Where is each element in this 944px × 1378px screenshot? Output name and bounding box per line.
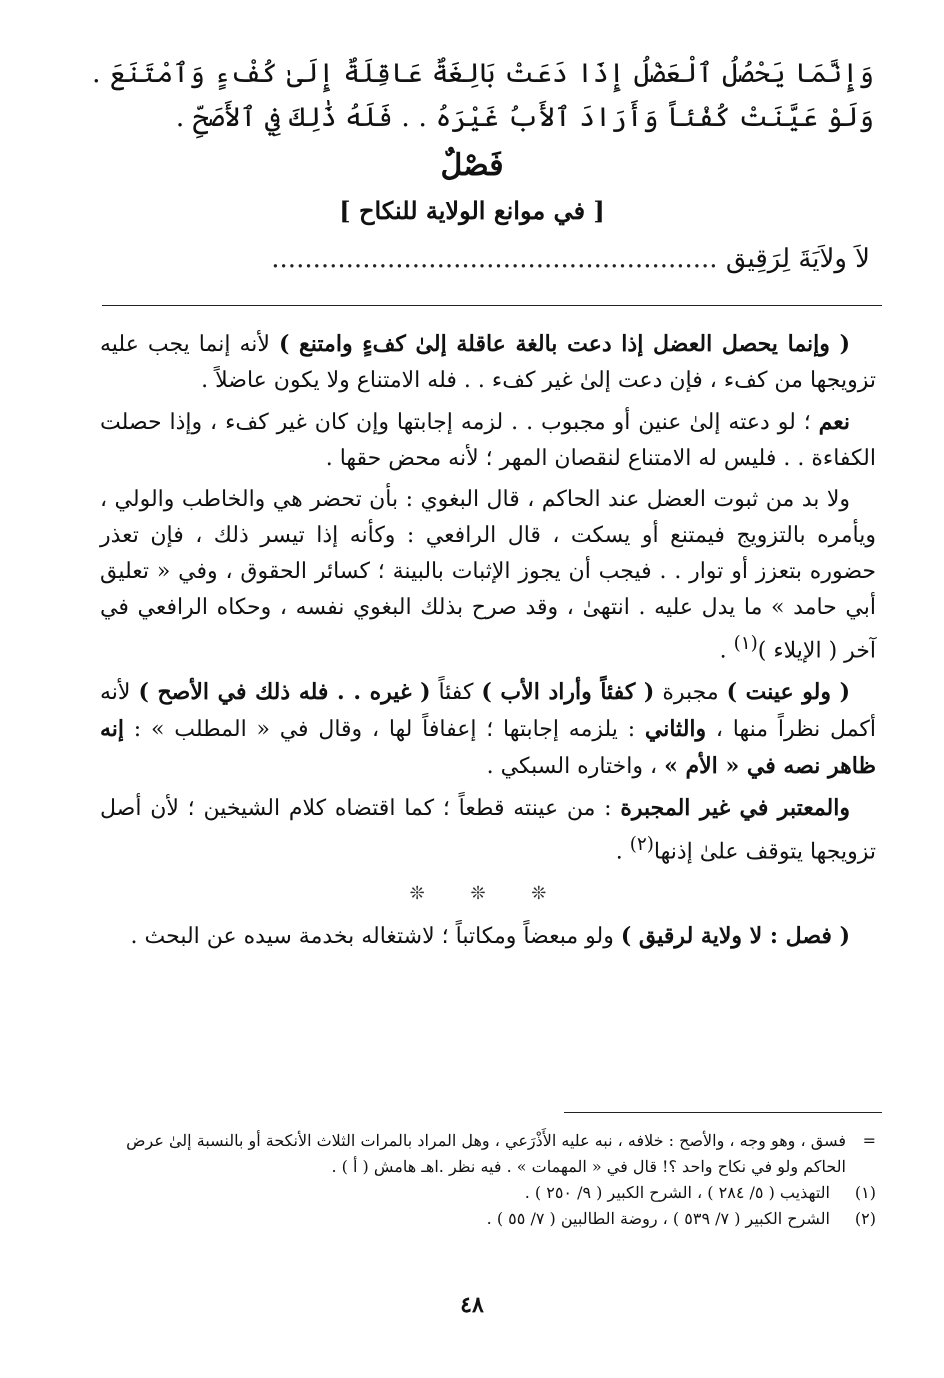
quoted-matn: ( كفئاً وأراد الأب )	[481, 679, 655, 706]
footnote-text: الشرح الكبير ( ٧/ ٥٣٩ ) ، روضة الطالبين ( ٧/ ٥٥ ) .	[486, 1209, 830, 1228]
commentary-paragraph: والمعتبر في غير المجبرة : من عينته قطعاً ؛ كما اقتضاه كلام الشيخين ؛ لأن أصل تزويجها يتوقف علىٰ إذنها$^{(٢)}$ .	[100, 795, 876, 865]
fasl-subheading: [ في موانع الولاية للنكاح ]	[339, 196, 605, 225]
matn-text: وَإِنَّمَا يَحْصُلُ ٱلْعَضْلُ إِذَا دَعَتْ بَالِغَةٌ عَاقِلَةٌ إِلَىٰ كُفْءٍ وَٱمْتَنَعَ . وَلَوْ عَيَّنَتْ كُفْئاً وَأَرَادَ ٱلأَبُ غَيْرَهُ . . فَلَهُ ذَٰلِكَ فِي ٱلأَصَحِّ .	[92, 58, 874, 133]
emphasis-word: نعم	[818, 409, 850, 435]
footnote-number: (١)	[854, 1183, 876, 1202]
commentary-paragraph: ( ولو عينت ) مجبرة ( كفئاً وأراد الأب ) كفئاً ( غيره . . فله ذلك في الأصح ) لأنه أكمل نظراً منها ، والثاني : يلزمه إجابتها ؛ إعفافاً لها ، وقال في « المطلب » : إنه ظاهر نصه في « الأم » ، واختاره السبكي .	[100, 679, 877, 780]
fasl-heading: فَصْلٌ	[440, 148, 504, 183]
emphasis-phrase: والمعتبر في غير المجبرة	[620, 795, 850, 822]
quoted-matn: ( غيره . . فله ذلك في الأصح )	[138, 679, 431, 706]
fasl-matn-text: لاَ وِلاَيَةَ لِرَقِيقٍ	[725, 244, 870, 274]
footnote-continuation	[100, 1128, 876, 1180]
footnote-1	[100, 1180, 876, 1206]
quoted-matn: ( وإنما يحصل العضل إذا دعت بالغة عاقلة إلىٰ كفءٍ وامتنع )	[278, 331, 850, 357]
footnote-2	[100, 1206, 876, 1232]
emphasis-phrase: إنه ظاهر نصه في « الأم »	[100, 716, 876, 780]
dotted-leader: ......................................................	[271, 244, 718, 274]
footnote-text: التهذيب ( ٥/ ٢٨٤ ) ، الشرح الكبير ( ٩/ ٢٥٠ ) .	[524, 1183, 830, 1202]
quoted-matn: ( فصل : لا ولاية لرقيق )	[620, 922, 850, 949]
matn-separator-line	[102, 305, 882, 306]
page-number: ٤٨	[460, 1292, 484, 1318]
footnote-ref-2: (٢)	[629, 834, 654, 856]
commentary-paragraph: نعم ؛ لو دعته إلىٰ عنين أو مجبوب . . لزمه إجابتها وإن كان غير كفء ، وإذا حصلت الكفاءة . . فليس له الامتناع لنقصان المهر ؛ لأنه محض حقها .	[100, 409, 876, 471]
commentary	[100, 326, 876, 960]
commentary-paragraph: ( فصل : لا ولاية لرقيق ) ولو مبعضاً ومكاتباً ؛ لاشتغاله بخدمة سيده عن البحث .	[130, 922, 850, 949]
footnote-separator-line	[564, 1112, 882, 1113]
commentary-paragraph: ولا بد من ثبوت العضل عند الحاكم ، قال البغوي : بأن تحضر هي والخاطب والولي ، ويأمره بالتزويج فيمتنع أو يسكت ، قال الرافعي : وكأنه إذا تيسر ذلك ، فإن تعذر حضوره بتعزز أو توار . . فيجب أن يجوز الإثبات بالبينة ؛ كسائر الحقوق ، وفي « تعليق أبي حامد » ما يدل عليه . انتهىٰ ، وقد صرح بذلك البغوي نفسه ، وحكاه الرافعي في آخر ( الإيلاء )$^{(١)}$ .	[100, 487, 876, 664]
footnotes	[100, 1128, 876, 1232]
continuation-marker: =	[862, 1131, 876, 1150]
quoted-matn: ( ولو عينت )	[726, 679, 851, 706]
footnote-number: (٢)	[854, 1209, 876, 1228]
emphasis-word: والثاني	[644, 716, 707, 743]
section-divider-stars: ❊ ❊ ❊	[409, 882, 567, 904]
fasl-matn-line	[100, 244, 870, 274]
footnote-ref-1: (١)	[733, 633, 758, 654]
footnote-text: فسق ، وهو وجه ، والأصح : خلافه ، نبه عليه الأَذْرَعي ، وهل المراد بالمرات الثلاث الأنكحة أو بالنسبة إلىٰ عرض الحاكم ولو في نكاح واحد ؟! قال في « المهمات » . فيه نظر .اهـ هامش ( أ ) .	[126, 1131, 846, 1176]
commentary-paragraph: ( وإنما يحصل العضل إذا دعت بالغة عاقلة إلىٰ كفءٍ وامتنع ) لأنه إنما يجب عليه تزويجها من كفء ، فإن دعت إلىٰ غير كفء . . فله الامتناع ولا يكون عاضلاً .	[100, 331, 876, 393]
